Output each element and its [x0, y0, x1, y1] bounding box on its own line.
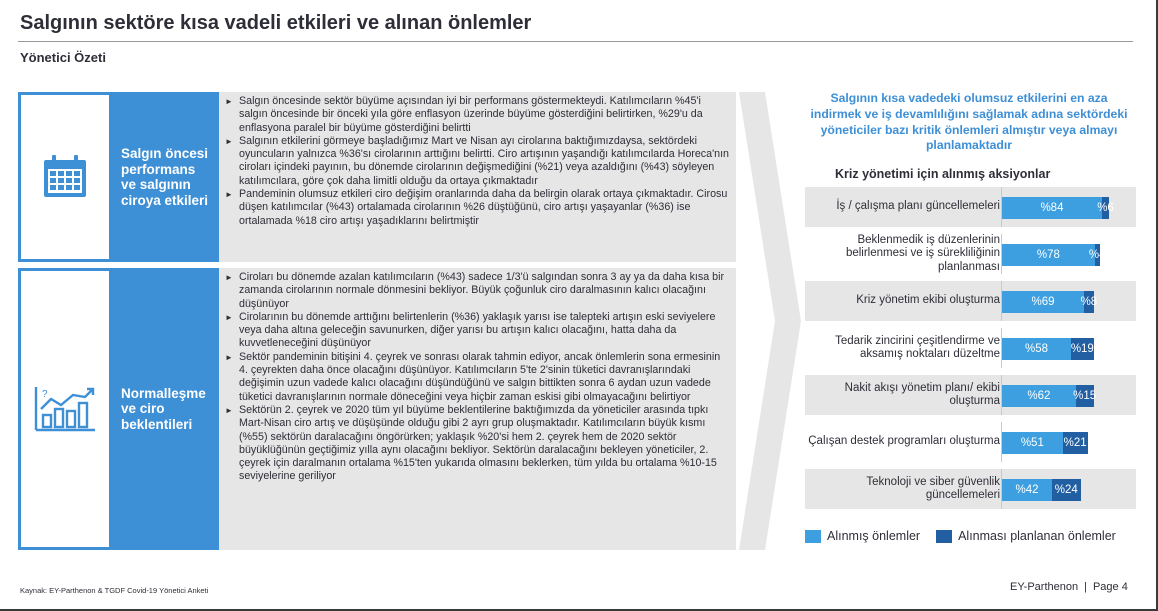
bar-planned	[1080, 291, 1098, 313]
bar-value-label: %4	[1088, 249, 1106, 261]
bar-value-label: %42	[1015, 484, 1039, 496]
category-label: Kriz yönetim ekibi oluşturma	[856, 294, 1000, 307]
bullet-item: ► Ciroları bu dönemde azalan katılımcıların (%43) sadece 1/3'ü salgından sonra 3 ay ya da daha kısa bir zamanda cirolarının normale dönmesini bekliyor. Büyük çoğunluk ciro daralmasının kalıcı olacağını düşünüyor	[225, 271, 732, 311]
chart-row	[805, 422, 1136, 462]
bar-value-label: %24	[1054, 484, 1078, 496]
chart-row	[805, 375, 1136, 415]
bar-value-label: %51	[1020, 437, 1044, 449]
bar-taken	[1002, 479, 1052, 501]
bar-planned	[1097, 197, 1114, 219]
calendar-icon	[42, 155, 88, 199]
row-label: Normalleşme ve ciro beklentileri	[112, 268, 220, 550]
bar-taken	[1002, 291, 1084, 313]
page-subtitle: Yönetici Özeti	[20, 50, 106, 65]
category-label: Tedarik zincirini çeşitlendirme ve aksamış noktaları düzeltme	[835, 334, 1000, 360]
chart-row	[805, 234, 1136, 274]
bar-planned	[1073, 385, 1097, 407]
row-normalization	[18, 268, 220, 550]
svg-text:?: ?	[42, 389, 48, 400]
legend-swatch	[936, 530, 952, 543]
bar-planned	[1071, 338, 1094, 360]
bar-value-label: %6	[1097, 202, 1114, 214]
category-label: Beklenmedik iş düzenlerinin belirlenmesi ve iş sürekliliğinin planlanması	[845, 233, 1000, 273]
chart-title: Kriz yönetimi için alınmış aksiyonlar	[835, 167, 1051, 181]
bar-taken	[1002, 385, 1076, 407]
bar-value-label: %78	[1036, 249, 1060, 261]
bar-value-label: %8	[1080, 296, 1098, 308]
legend-label: Alınmış önlemler	[827, 529, 921, 543]
legend-label: Alınması planlanan önlemler	[958, 529, 1116, 543]
row-text-normalization	[219, 268, 736, 550]
chart-row	[805, 281, 1136, 321]
bullet-item: ► Sektörün 2. çeyrek ve 2020 tüm yıl büyüme beklentilerine baktığımızda da yöneticiler arasında tıpkı Mart-Nisan ciro artış ve düşüşünde olduğu gibi 2 ayrı grup oluşmaktadır. Katılımcıların büyük kısmı (%55) sektörün daralacağını öngörürken; yaklaşık %20'si hem 2. çeyrek hem de 2020 sektör büyüklüğünün geçtiğimiz yılla aynı olacağını bekliyor. Sektörün daralacağını bekleyen yöneticiler, 2. çeyrek için daralmanın ortalama %15'ten yukarıda olmasını beklerken, tüm yılda bu ortalama %10-15 seviyelerine geriliyor	[225, 404, 732, 484]
headline-text: Salgının kısa vadedeki olumsuz etkilerini en aza indirmek ve iş devamlılığını sağlamak adına sektördeki yöneticiler bazı kritik önlemleri almıştır veya almayı planlamaktadır	[810, 91, 1128, 153]
category-label: İş / çalışma planı güncellemeleri	[836, 200, 1000, 213]
bullet-item: ► Sektör pandeminin bitişini 4. çeyrek ve sonrası olarak tahmin ediyor, ancak önlemlerin sona ermesinin 4. çeyrekten daha önce olacağını düşünüyor. Katılımcıların 5'te 2'sinin tüketici davranışlarındaki değişimin uzun vadede kalıcı olacağını düşündüğünü ve salgın bittikten sonra 6 aydan uzun vadede tüketici davranışlarının normale döneceğini veya hiçbir zaman eskisi gibi olmayacağını belirtiyor	[225, 351, 732, 404]
chevron-arrow-icon	[739, 92, 801, 550]
bullet-item: ► Pandeminin olumsuz etkileri ciro değişim oranlarında daha da belirgin olarak ortaya çıkmaktadır. Cirosu düşen katılımcılar (%43) ortalamada cirolarının %26 düştüğünü, ciro artışı yaşayanlar (%36) ise ortalamada %18 ciro artışı yaşadıklarını belirtmiştir	[225, 188, 732, 228]
page-number: Page 4	[1092, 581, 1128, 593]
bar-taken	[1002, 338, 1071, 360]
row-pre-pandemic	[18, 92, 220, 262]
page-footer	[1010, 581, 1128, 593]
row-label: Salgın öncesi performans ve salgının ciroya etkileri	[112, 92, 220, 262]
bullet-item: ► Salgının etkilerini görmeye başladığımız Mart ve Nisan ayı cirolarına baktığımızdaysa, sektördeki oyuncuların yalnızca %36'sı cirolarının arttığını belirtti. Ciro artışının yaşandığı katılımcılarda Horeca'nın ciroları içindeki payının, bu dönemde cirolarının değişmediğini (%21) veya azaldığını (%43) söyleyen katılımcılara, göre çok daha limitli olduğu da ortaya çıkmaktadır	[225, 135, 732, 188]
bar-value-label: %19	[1070, 343, 1094, 355]
chart-row	[805, 187, 1136, 227]
bullet-item: ► Cirolarının bu dönemde arttığını belirtenlerin (%36) yaklaşık yarısı ise talepteki artışın eski seviyelere veya daha altına geleceğin savunurken, diğer yarısı bu artışın kalıcı olacağını, hatta daha da kuvvetleneceğini düşünüyor	[225, 311, 732, 351]
chart-row	[805, 328, 1136, 368]
chart-row	[805, 469, 1136, 509]
bar-taken	[1002, 197, 1102, 219]
bar-value-label: %62	[1027, 390, 1051, 402]
legend-item-planned	[936, 529, 1116, 543]
bar-planned	[1088, 244, 1106, 266]
row-icon-cell	[18, 268, 112, 550]
brand-name: EY-Parthenon	[1010, 581, 1079, 593]
bar-planned	[1052, 479, 1081, 501]
category-label: Teknoloji ve siber güvenlik güncellemeleri	[866, 475, 1000, 501]
legend-swatch	[805, 530, 821, 543]
bar-planned	[1063, 432, 1088, 454]
source-note: Kaynak: EY-Parthenon & TGDF Covid-19 Yönetici Anketi	[20, 586, 209, 595]
bullet-item: ► Salgın öncesinde sektör büyüme açısından iyi bir performans göstermekteydi. Katılımcıların %45'i salgın öncesinde bir önceki yıla göre enflasyon üzerinde büyüme gösterdiğini belirtirken, %29'u da enflasyona paralel bir büyüme gösterdiğini belirtti	[225, 95, 732, 135]
bar-taken	[1002, 432, 1063, 454]
bar-value-label: %21	[1063, 437, 1087, 449]
chart-legend	[805, 529, 1132, 543]
bar-value-label: %84	[1040, 202, 1064, 214]
bar-value-label: %15	[1073, 390, 1097, 402]
row-icon-cell	[18, 92, 112, 262]
row-text-pre-pandemic	[219, 92, 736, 262]
category-label: Çalışan destek programları oluşturma	[808, 435, 1000, 448]
page-title: Salgının sektöre kısa vadeli etkileri ve alınan önlemler	[20, 12, 532, 34]
legend-item-taken	[805, 529, 920, 543]
bar-value-label: %69	[1031, 296, 1055, 308]
title-divider	[18, 41, 1133, 42]
bar-taken	[1002, 244, 1095, 266]
bar-value-label: %58	[1024, 343, 1049, 355]
footer-separator: |	[1084, 581, 1087, 593]
category-label: Nakit akışı yönetim planı/ ekibi oluşturma	[844, 381, 1000, 407]
growth-chart-icon	[33, 385, 97, 433]
